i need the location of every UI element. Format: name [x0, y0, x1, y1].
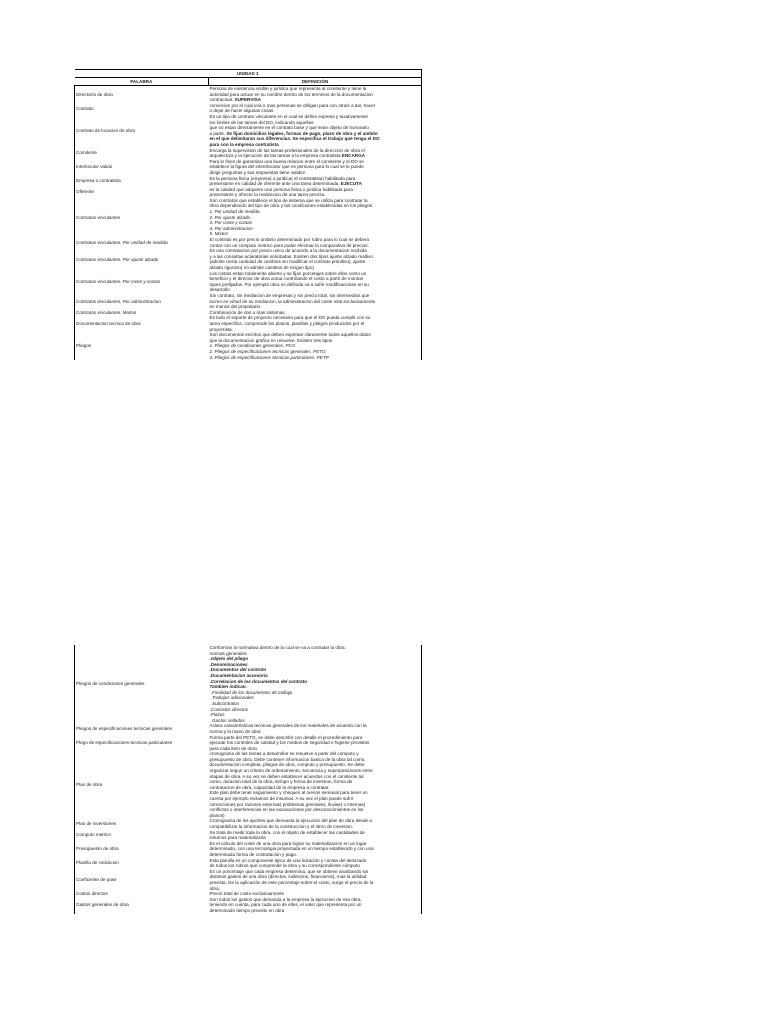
definition-cell [209, 315, 422, 332]
definition-line: . Gastos sellados [209, 717, 245, 723]
definition-cell [209, 830, 422, 841]
definition-line: documentacion completa, pliegos de obra, computo y presupuesto. Se debe [209, 762, 365, 768]
term-label: Plego de especificaciones tecnicas particulares [76, 740, 173, 746]
definition-line: normas generales: [209, 650, 248, 656]
definition-line: Conforman la normativa dentro de la cual se va a contratar la obra. [209, 645, 346, 650]
table-row [75, 645, 422, 723]
definition-line: cuenta por ejemplo reclamos de insumos. A su vez el plan puede sufrir [209, 796, 354, 802]
unit-title: UNIDAD 1 [75, 70, 422, 78]
definition-line: Son todos los gastos que demanda a la empresa la ejecucion de esa obra, [209, 896, 362, 902]
term-label: Empresa o contratista [76, 178, 121, 184]
definition-line: autoridad para actuar en su nombre dentro de los terminos de la documentacion [209, 91, 373, 97]
definition-cell [209, 148, 422, 159]
definition-line: presentarse en calidad de oferente ante una tarea determinada. EJECUTA [209, 181, 362, 187]
term-cell [75, 103, 209, 114]
definition-line: . Subcontratos [209, 700, 240, 706]
table-row [75, 248, 422, 270]
table-row [75, 176, 422, 187]
definition-line: contar con un computo metrico para poder efectuar la comparativa de precios. [209, 242, 369, 248]
term-label: Contratos vinculantes. [76, 256, 123, 262]
table-row [75, 869, 422, 891]
definition-line: Es la persona fisica (empresa) o juridica( el constratista) habilitada para [209, 175, 356, 181]
definition-line: conflictos o interferencias en las excavaciones por desconocimientos en los [209, 807, 364, 813]
term-label-italic: Por administracion [122, 298, 161, 304]
term-label: Plan de obra [76, 782, 103, 788]
definition-line: contractual. SUPERVISA [209, 97, 261, 103]
term-label: Planilla de cotizacion [76, 860, 119, 866]
definition-line: 3. Por coste y costas [209, 220, 253, 226]
definition-line: correcciones por razones externas( problemas gremiales, lluvias) o internas( [209, 801, 366, 807]
definition-line: Es el calculo del coste de una obra para lograr su materializacion en un lugar [209, 840, 367, 846]
definition-cell [209, 176, 422, 187]
definition-line: Combinacion de dos o mas sistemas. [209, 309, 286, 315]
term-label-italic: Por ajuste alzado [122, 256, 159, 262]
term-cell [75, 645, 209, 723]
term-cell [75, 293, 209, 310]
term-label: Contrato [76, 105, 94, 111]
definition-line: beneficio y el director de obra actua controlando el costo a partir de montos [209, 276, 363, 282]
table-row [75, 198, 422, 237]
header-definicion: DEFINICIÓN [209, 78, 422, 86]
definition-line: Es una contratacion por precio unico de acuerdo a la documentacion recibida [209, 248, 367, 254]
term-cell [75, 271, 209, 293]
glossary-table-2 [74, 645, 422, 914]
definition-line: 1. Por unidad de medida [209, 209, 260, 215]
table-row [75, 751, 422, 818]
table-row [75, 841, 422, 858]
definition-line: determinado, con una tecnologia proyectada en un tiempo establecido y con una [209, 846, 374, 852]
table-row [75, 818, 422, 829]
table-row [75, 897, 422, 914]
definition-line: presentarse y ofrecer la realizacion de una tarea precisa. [209, 192, 326, 198]
term-label: Computo metrico [76, 832, 111, 838]
term-label: Interlocutor valido [76, 164, 113, 170]
definition-line: prevista. De la aplicación de este porcentaje sobre el costo, surge el precio de la [209, 879, 374, 885]
definition-line: dirigir preguntas y sus respuestas tiene validez. [209, 169, 307, 175]
term-label: Contratos vinculantes [76, 214, 121, 220]
table-row [75, 830, 422, 841]
table-row [75, 293, 422, 310]
definition-line: para cada item de obra [209, 745, 257, 751]
definition-line: Para lo fines de garantizar una buena relacion entre el comitente y el DO se [209, 158, 364, 164]
definition-line: 1. Pliegos de condiciones generales. PCG [209, 343, 296, 349]
definition-line: distintos gastos de una obra (directos, indirectos, financieros), mas la utilidad [209, 874, 367, 880]
definition-cell [209, 198, 422, 237]
term-cell [75, 237, 209, 248]
term-label: Contratos vinculantes. [76, 298, 123, 304]
definition-line: que no estan directamente en el contrato base y que sean objeto de honorario [209, 125, 369, 131]
term-label: Costos directos [76, 891, 108, 897]
table-row [75, 332, 422, 360]
definition-line: 5. Mixtos [209, 231, 228, 237]
term-label: Contratos vinculantes. [76, 278, 123, 284]
definition-line: 4. Por administracion [209, 225, 253, 231]
definition-line: Sin contrato, sin mediacion de empresas y sin precio total, sin intermedios que [209, 292, 370, 298]
term-label: Contratos vinculantes. [76, 239, 123, 245]
term-label: Pliegos de condiciones generales [76, 681, 145, 687]
definition-line: presupuesto de obra. Debe contener informacion basica de la obra tal como, [209, 756, 366, 762]
table-row [75, 237, 422, 248]
definition-line: convecion por el cual una o mas personas se obligan para con otra/s a dar, hacer [209, 102, 376, 108]
definition-line: cronograma de las tareas a desarrollar se resuelve a partir del computo y [209, 751, 359, 757]
term-cell [75, 869, 209, 891]
definition-cell [209, 248, 422, 270]
term-label: Pliegos [76, 343, 92, 349]
definition-line: Aclara caracteristicas tecnicas generales de los materiales de acuerdo con la [209, 723, 367, 729]
definition-line: Cronograma de los aportes que demanda la ejecucion del plan de obra tiende a [209, 818, 372, 824]
term-label: Coeficiente de pase [76, 877, 117, 883]
table-row [75, 858, 422, 869]
definition-cell [209, 735, 422, 752]
definition-line: 2. Pliegos de especificaciones tecnicas generales. PETG [209, 348, 326, 354]
term-label: Plan de inversiones [76, 821, 117, 827]
definition-cell [209, 723, 422, 734]
table-row [75, 114, 422, 148]
definition-line: compatibilizar la informacion de la construccion y el ritmo de inversion. [209, 824, 353, 829]
definition-cell [209, 897, 422, 914]
definition-line: .Correlacion de los documentos del contrato [209, 678, 308, 684]
definition-line: norma y la mano de obra [209, 728, 261, 734]
term-label: Comitente [76, 150, 97, 156]
term-label-italic: Por coste y costas [122, 278, 161, 284]
term-cell [75, 159, 209, 176]
term-cell [75, 198, 209, 237]
term-label: Documentacion tecnica de obra [76, 320, 141, 326]
definition-line: Encarga la supervision de las tareas profesionales de la direccion de obra el [209, 147, 365, 153]
table-row [75, 86, 422, 103]
definition-line: .Denominaciones [209, 661, 248, 667]
definition-cell [209, 751, 422, 818]
definition-line: Tambien indican. [209, 684, 247, 690]
definition-line: Los costos estan totalmente abierto y se fijan porcetajes sobre ellos como un [209, 270, 367, 276]
term-label: Pliegos de especificaciones tecnicas generales [76, 726, 173, 732]
definition-line: insumos para materializarla [209, 835, 266, 841]
term-label: Director/a de obra [76, 91, 113, 97]
definition-line: Esta planilla es un componente tipico de una licitación y consta del itemizado [209, 857, 367, 863]
definition-line: .Contratos directos [209, 706, 249, 712]
term-label: Contrato de locacion de obra [76, 127, 135, 133]
definition-cell [209, 332, 422, 360]
definition-cell [209, 869, 422, 891]
definition-line: y a las consultas aclaratorias solicitadas. Existen dos tipos ajuste alzado realtivo [209, 253, 373, 259]
table-row [75, 271, 422, 293]
definition-line: ejecutar los controles de calidad y los medios de seguridad e higiene provistos [209, 740, 370, 746]
definition-line: organizar segun un criterio de ordenamiento, secuencia y superposiciones entre [209, 768, 373, 774]
term-cell [75, 841, 209, 858]
definition-line: en el que delimitaran sus diferencias. Se especifica el trabajo que tenga el DO [209, 136, 380, 142]
definition-cell [209, 159, 422, 176]
term-cell [75, 148, 209, 159]
term-cell [75, 187, 209, 198]
table-row [75, 315, 422, 332]
definition-line: El contrato es por precio unitario determinado por rubro para lo cual se debera [209, 237, 370, 243]
definition-line: a parte. Se fijan domicilios legales, formas de pago, plazo de obra y el ambito [209, 130, 378, 136]
definition-line: para con la empresa contratista [209, 141, 279, 147]
term-label-italic: Por unidad de medida [122, 239, 168, 245]
definition-line: o dejar de hacer algunas cosas. [209, 108, 275, 114]
term-cell [75, 176, 209, 187]
table-row [75, 735, 422, 752]
header-palabra: PALABRA [75, 78, 209, 86]
term-label: Contratos vinculantes. Mixtos [76, 309, 136, 315]
definition-cell [209, 293, 422, 310]
table-row [75, 159, 422, 176]
definition-cell [209, 86, 422, 103]
term-cell [75, 818, 209, 829]
definition-line: .Documentacion accesoria [209, 672, 268, 678]
definition-cell [209, 645, 422, 723]
term-cell [75, 897, 209, 914]
definition-line: Son documentos escritos que deben expresar claramente todos aquellos datos [209, 332, 371, 338]
definition-line: teniendo en cuenta, para cada uno de ellos, el valor que representa por un [209, 902, 362, 908]
definition-line: determinada forma de contratacion y pago. [209, 851, 298, 857]
term-cell [75, 723, 209, 734]
definition-cell [209, 818, 422, 829]
definition-line: Persona de existencia visible y jurídica que representa al comitente y tiene la [209, 86, 367, 91]
definition-line: Se trata de medir toda la obra, con el objeto de establecer las cantidades de [209, 829, 365, 835]
term-cell [75, 86, 209, 103]
definition-line: Forma parte del PETG, se debe describir con detalle el procedimiento para [209, 734, 363, 740]
definition-cell [209, 103, 422, 114]
definition-cell [209, 841, 422, 858]
definition-line: que la documentacion grafica no resuelve. Existen tres tipos [209, 337, 333, 343]
definition-line: como, duracion total de la obra, tiempo y forma de inversion, forma de [209, 779, 353, 785]
definition-line: . Finalidad de los documentos de trabajo [209, 689, 293, 695]
definition-line: Es un tipo de contrato vinculante en el cual se define expresa y taxativamente [209, 113, 369, 119]
definition-line: .Documentos del contrato [209, 667, 267, 673]
definition-line: los limites de las tareas del DO, indicando aquellas [209, 119, 314, 125]
term-cell [75, 248, 209, 270]
definition-line: planos) [209, 812, 225, 818]
definition-cell [209, 114, 422, 148]
term-label: Gastos generales de obra [76, 902, 129, 908]
term-label: Presupuesto de obra [76, 846, 119, 852]
definition-line: . Trabajos adicionales [209, 695, 254, 701]
table-row [75, 103, 422, 114]
definition-line: contratacion de obra, capacidad de la empresa a contratar. [209, 784, 330, 790]
definition-line: etapas de obra. A su vez se deben establecer acuerdos con el comitente tal [209, 773, 364, 779]
term-label: Oferente [76, 189, 94, 195]
term-cell [75, 315, 209, 332]
term-cell [75, 858, 209, 869]
definition-line: desarrollo [209, 287, 230, 293]
definition-cell [209, 237, 422, 248]
definition-line: es la calidad que adquiere una persona fisica o juridica habilitada para [209, 186, 353, 192]
definition-cell [209, 858, 422, 869]
definition-line: tarea especifica, comprende los planos, planillas y pliegos producidos por el [209, 320, 365, 326]
glossary-table-1 [74, 69, 422, 360]
definition-line: .Plazos [209, 712, 225, 718]
definition-line: determinado tiempo previsto en obra [209, 907, 285, 913]
term-cell [75, 830, 209, 841]
definition-line: topes prefijados. Por ejemplo obra no definida va a sufrir modificaciones en su [209, 281, 369, 287]
term-cell [75, 114, 209, 148]
definition-line: Son contratos que establece el tipo de sistema que se utiliza para contratar la [209, 197, 368, 203]
table-row [75, 723, 422, 734]
table-row [75, 187, 422, 198]
definition-line: establece la figura del interelocutor que es persona para lo cual se le puede [209, 164, 364, 170]
definition-line: en manos del propietario [209, 304, 261, 310]
definition-line: de todos los rubros que comprende la obra y su correspondiente cómputo [209, 863, 360, 869]
definition-line: obra. [209, 885, 220, 891]
term-cell [75, 735, 209, 752]
definition-line: .Objeto del pliego [209, 656, 249, 662]
definition-line: alzado riguroso( no admite cambios de ningun tipo) [209, 265, 314, 270]
definition-line: (admite cierta cantidad de cambios sin modificar el contrato primitivo), ajuste [209, 259, 366, 265]
term-cell [75, 332, 209, 360]
definition-line: Precio total de costo exclusivamente [209, 891, 285, 897]
definition-line: Es un porcentaje que cada empresa determina, que se obtiene analizando los [209, 868, 369, 874]
definition-cell [209, 187, 422, 198]
definition-line: 2. Por ajuste alzado [209, 214, 251, 220]
definition-line: proyectista. [209, 326, 233, 332]
definition-line: lucren en virtud de su mediacion, la administracion del coste esta exclusivamente [209, 298, 376, 304]
definition-cell [209, 271, 422, 293]
table-row [75, 148, 422, 159]
definition-line: Es todo el soporte de proyecto necesario para que el DO pueda cumplir con su [209, 315, 371, 321]
definition-line: obra dependiendo del tipo de obra y las condiciones establecidas en los pliegos. [209, 203, 374, 209]
definition-line: 3. Pliegos de especificaciones tecnicas particulares. PETP [209, 354, 329, 360]
definition-line: arquitecto/a y la ejecucion de las tareas a la empresa contratista ENCARGA [209, 153, 366, 159]
definition-line: Este plan debe tener seguimiento y chequeo al menos semanal para tener en [209, 790, 368, 796]
term-cell [75, 751, 209, 818]
